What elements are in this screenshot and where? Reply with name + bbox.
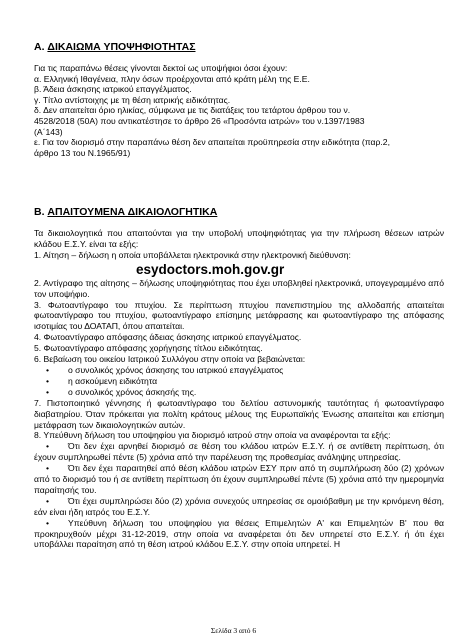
section-a-line: Για τις παραπάνω θέσεις γίνονται δεκτοί ως υποψήφιοι όσοι έχουν: [34, 63, 288, 73]
item-1: 1. Αίτηση – δήλωση η οποία υποβάλλεται ηλεκτρονικά στην ηλεκτρονική διεύθυνση: [34, 249, 351, 260]
section-a-body [34, 63, 444, 158]
item-4: 4. Φωτοαντίγραφο απόφασης άδειας άσκησης ιατρικού επαγγέλματος. [34, 332, 302, 343]
item-6-bullet: • ο συνολικός χρόνος άσκησης του ιατρικού επαγγέλματος [34, 365, 444, 376]
section-a-line: άρθρο 13 του Ν.1965/91) [34, 147, 131, 158]
section-a-heading [34, 41, 196, 53]
item-2: 2. Αντίγραφο της αίτησης – δήλωσης υποψηφιότητας που έχει υποβληθεί ηλεκτρονικά, υπογεγραμμένο από τον υποψήφιο. [34, 277, 444, 299]
section-a-line: (Α΄143) [34, 126, 63, 137]
section-a-letter: A. [34, 41, 45, 53]
section-a-line: δ. Δεν απαιτείται όριο ηλικίας, σύμφωνα με τις διατάξεις του τετάρτου άρθρου του ν. [34, 105, 351, 116]
item-3: 3. Φωτοαντίγραφο του πτυχίου. Σε περίπτωση πτυχίου πανεπιστημίου της αλλοδαπής απαιτείται φωτοαντίγραφο του πτυχίου, φωτοαντίγραφο επίσημης μετάφρασης και φωτοαντίγραφο της απόφασης ισοτιμίας του ΔΟΑΤΑΠ, όπου απαιτείται. [34, 299, 444, 332]
section-b-intro: Τα δικαιολογητικά που απαιτούνται για την υποβολή υποψηφιότητας για την πλήρωση θέσεων ιατρών κλάδου Ε.Σ.Υ. είναι τα εξής: [34, 228, 444, 249]
item-8-bullet: • Υπεύθυνη δήλωση του υποψηφίου για θέσεις Επιμελητών Α' και Επιμελητών Β' που θα προκηρυχθούν μέχρι 31-12-2019, στην οποία να αναφέρεται ότι δεν υπηρετεί στο Ε.Σ.Υ. ή ότι έχει υποβάλλει παραίτηση από τη θέση ιατρού κλάδου Ε.Σ.Υ. στην οποία υπηρετεί. Η [34, 517, 444, 550]
section-a-line: γ. Τίτλο αντίστοιχης με τη θέση ιατρικής ειδικότητας. [34, 94, 231, 105]
section-a-title: ΔΙΚΑΙΩΜΑ ΥΠΟΨΗΦΙΟΤΗΤΑΣ [47, 41, 196, 53]
item-6-bullet: • ο συνολικός χρόνος άσκησής της. [34, 387, 444, 398]
section-a-line: α. Ελληνική Ιθαγένεια, πλην όσων προέρχονται από κράτη μέλη της Ε.Ε. [34, 73, 310, 84]
item-8-bullet: • Ότι δεν έχει παραιτηθεί από θέση κλάδου ιατρών ΕΣΥ πριν από τη συμπλήρωση δύο (2) χρόνων από το διορισμό του ή σε αντίθετη περίπτωση ότι έχουν συμπληρωθεί πέντε (5) χρόνια από την ημερομηνία παραίτησής του. [34, 463, 444, 495]
item-8-bullet: • Ότι δεν έχει αρνηθεί διορισμό σε θέση του κλάδου ιατρών Ε.Σ.Υ. ή σε αντίθετη περίπτωση, ότι έχουν συμπληρωθεί πέντε (5) χρόνια από την παρέλευση της προθεσμίας ανάληψης υπηρεσίας. [34, 441, 444, 463]
section-b-letter: B. [34, 206, 45, 218]
section-a-line: β. Άδεια άσκησης ιατρικού επαγγέλματος. [34, 84, 192, 95]
page-number: Σελίδα 3 από 6 [210, 626, 257, 635]
section-b-heading [34, 206, 217, 218]
item-8-bullet: • Ότι έχει συμπληρώσει δύο (2) χρόνια συνεχούς υπηρεσίας σε ομοιόβαθμη με την κρινόμενη θέση, εάν είναι ήδη ιατρός του Ε.Σ.Υ. [34, 495, 444, 517]
item-6: 6. Βεβαίωση του οικείου Ιατρικού Συλλόγου στην οποία να βεβαιώνεται: [34, 354, 306, 365]
item-8: 8. Υπεύθυνη δήλωση του υποψηφίου για διορισμό ιατρού στην οποία να αναφέρονται τα εξής: [34, 430, 391, 441]
item-7: 7. Πιστοποιητικό γέννησης ή φωτοαντίγραφο του δελτίου αστυνομικής ταυτότητας ή φωτοαντίγραφο διαβατηρίου. Όταν πρόκειται για πολίτη κράτους μέλους της Ευρωπαϊκής Ένωσης απαιτείται και επίσημη μετάφραση των δικαιολογητικών αυτών. [34, 397, 444, 430]
section-b-title: ΑΠΑΙΤΟΥΜΕΝΑ ΔΙΚΑΙΟΛΟΓΗΤΙΚΑ [47, 206, 218, 218]
item-6-bullet: • η ασκούμενη ειδικότητα [34, 376, 444, 387]
website-link[interactable]: esydoctors.moh.gov.gr [136, 261, 285, 277]
item-5: 5. Φωτοαντίγραφο απόφασης χορήγησης τίτλου ειδικότητας. [34, 343, 263, 354]
section-b-body [34, 228, 444, 550]
section-a-line: ε. Για τον διορισμό στην παραπάνω θέση δεν απαιτείται προϋπηρεσία στην ειδικότητα (παρ.2, [34, 137, 390, 148]
section-a-line: 4528/2018 (50Α) που αντικατέστησε το άρθρο 26 «Προσόντα ιατρών» του ν.1397/1983 [34, 115, 365, 126]
